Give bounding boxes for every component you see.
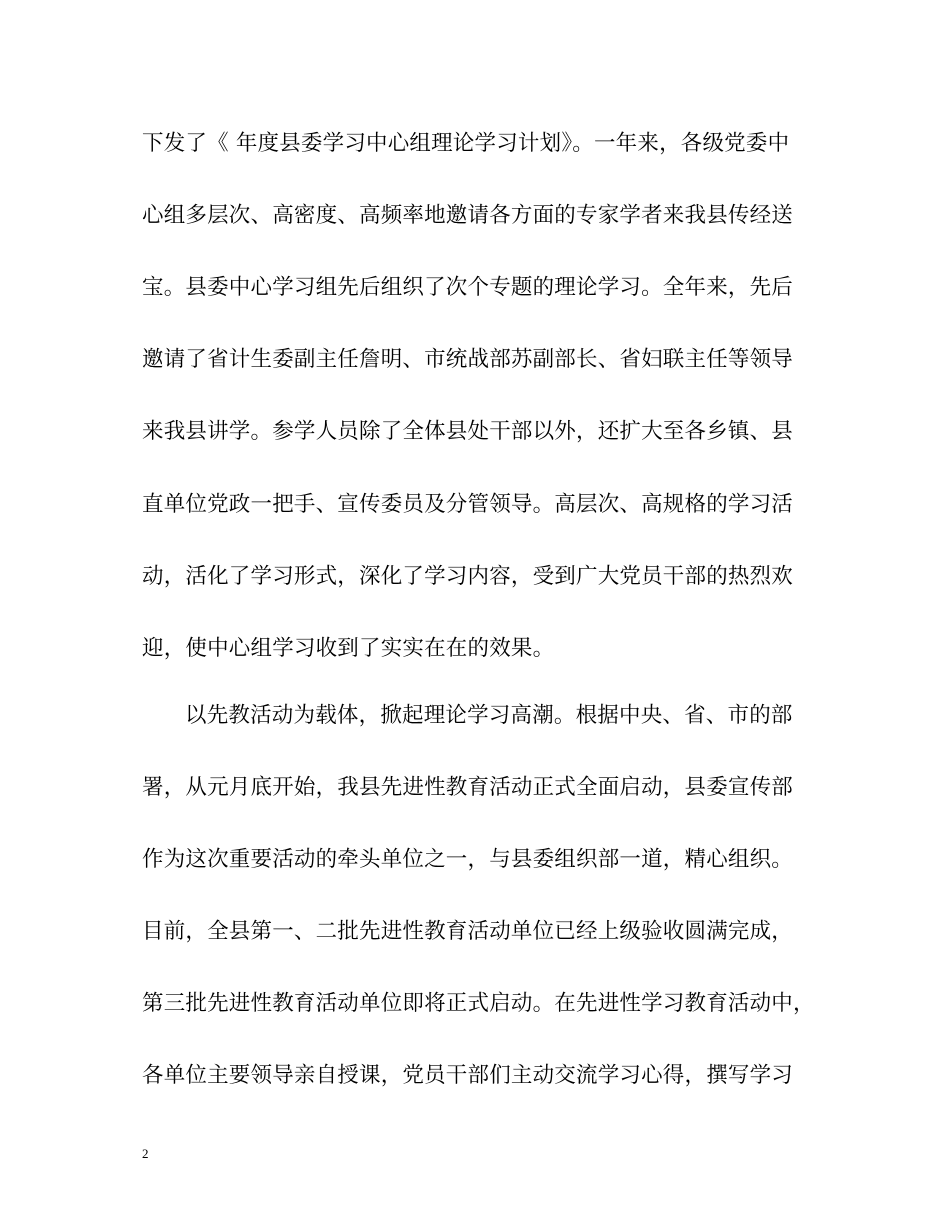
text-line: 第三批先进性教育活动单位即将正式启动。在先进性学习教育活动中， [142, 991, 815, 1016]
text-line: 目前，全县第一、二批先进性教育活动单位已经上级验收圆满完成， [142, 919, 794, 944]
paragraph-first-line: 以先教活动为载体，掀起理论学习高潮。根据中央、省、市的部 [185, 703, 793, 728]
text-line: 下发了《 年度县委学习中心组理论学习计划》。一年来，各级党委中 [142, 131, 790, 156]
text-line: 来我县讲学。参学人员除了全体县处干部以外，还扩大至各乡镇、县 [142, 419, 794, 444]
page-number: 2 [142, 1146, 149, 1161]
text-line: 邀请了省计生委副主任詹明、市统战部苏副部长、省妇联主任等领导 [142, 347, 794, 372]
text-line: 心组多层次、高密度、高频率地邀请各方面的专家学者来我县传经送 [142, 203, 794, 228]
text-line: 动，活化了学习形式，深化了学习内容，受到广大党员干部的热烈欢 [142, 564, 794, 589]
text-line: 宝。县委中心学习组先后组织了次个专题的理论学习。全年来，先后 [142, 275, 794, 300]
text-line: 各单位主要领导亲自授课，党员干部们主动交流学习心得，撰写学习 [142, 1063, 794, 1088]
text-line: 迎，使中心组学习收到了实实在在的效果。 [142, 636, 555, 661]
text-line: 直单位党政一把手、宣传委员及分管领导。高层次、高规格的学习活 [142, 492, 794, 517]
text-line: 作为这次重要活动的牵头单位之一，与县委组织部一道，精心组织。 [142, 847, 794, 872]
text-line: 署，从元月底开始，我县先进性教育活动正式全面启动，县委宣传部 [142, 775, 794, 800]
